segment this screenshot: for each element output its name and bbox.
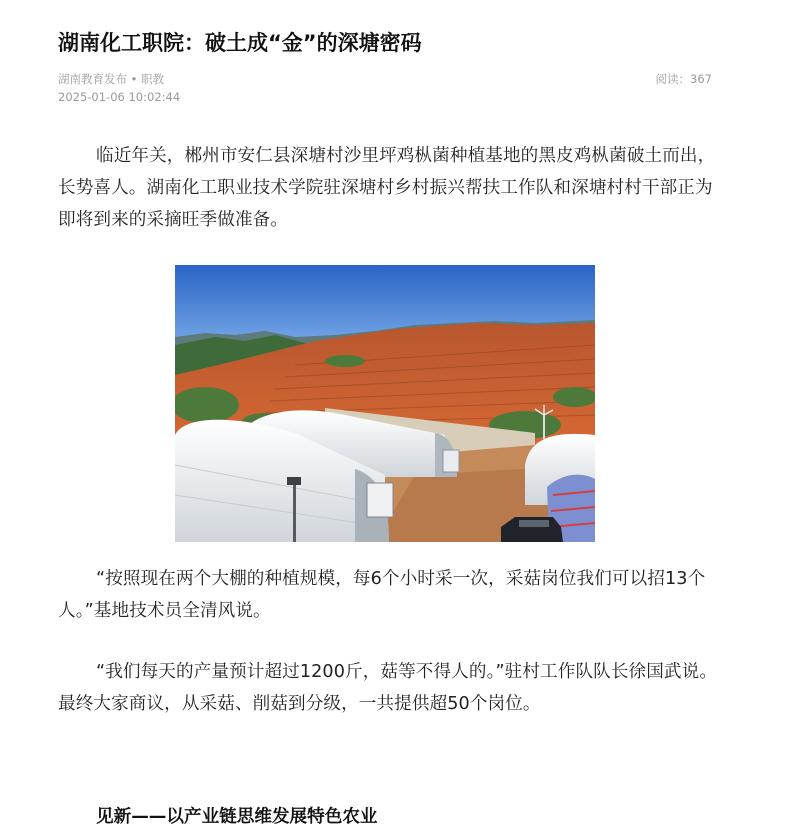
mushroom-base-greenhouse-photo	[175, 265, 595, 542]
article-paragraph-1: 临近年关，郴州市安仁县深塘村沙里坪鸡枞菌种植基地的黑皮鸡枞菌破土而出，长势喜人。湖南化工职业技术学院驻深塘村乡村振兴帮扶工作队和深塘村村干部正为即将到来的采摘旺季做准备。	[58, 146, 716, 230]
section-subheading: 见新——以产业链思维发展特色农业	[96, 806, 378, 827]
publish-time: 2025-01-06 10:02:44	[58, 90, 181, 104]
article-paragraph-2: “按照现在两个大棚的种植规模，每6个小时采一次，采菇岗位我们可以招13个人。”基地技术员全清风说。	[58, 569, 706, 621]
article-paragraph-3: “我们每天的产量预计超过1200斤，菇等不得人的。”驻村工作队队长徐国武说。最终大家商议，从采菇、削菇到分级，一共提供超50个岗位。	[58, 662, 718, 714]
article-source[interactable]: 湖南教育发布 • 职教	[58, 72, 165, 86]
article-title: 湖南化工职院：破土成“金”的深塘密码	[58, 31, 422, 56]
read-count: 阅读：367	[655, 72, 712, 86]
